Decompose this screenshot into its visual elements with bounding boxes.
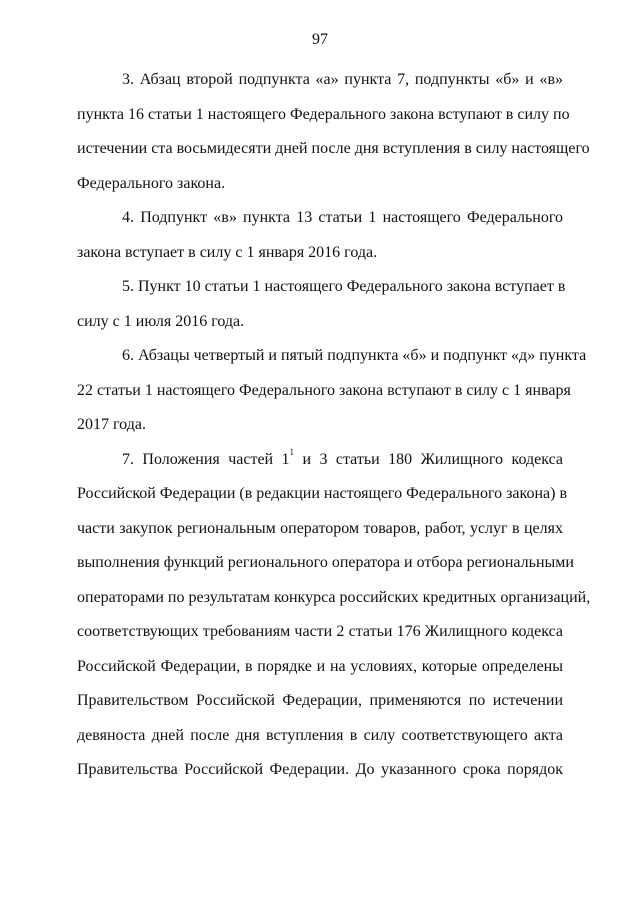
text-line [77,615,563,650]
text-line-content: 4. Подпункт «в» пункта 13 статьи 1 настоящего Федерального [122,209,563,226]
text-segment: и 3 статьи 180 Жилищного кодекса [294,450,563,468]
text-line-content: Правительства Российской Федерации. До указанного срока порядок [77,761,563,778]
text-line-content: Российской Федерации (в редакции настоящего Федерального закона) в [77,485,568,502]
text-line [77,650,563,685]
text-line [77,753,563,788]
text-line [77,132,590,167]
text-line-content: истечении ста восьмидесяти дней после дня вступления в силу настоящего [77,140,590,157]
text-line [77,270,566,305]
text-line-content: Российской Федерации, в порядке и на условиях, которые определены [77,657,563,675]
paragraph [77,443,591,788]
text-line [77,408,563,443]
text-line [77,684,563,719]
text-line [77,477,568,512]
text-line [77,374,571,409]
text-segment: 7. Положения частей 1 [122,450,290,468]
paragraph [77,339,587,443]
text-line [77,236,563,271]
text-line-content: Федерального закона. [77,174,226,192]
text-line-content: 22 статьи 1 настоящего Федерального закона вступают в силу с 1 января [77,381,571,399]
text-line [77,443,563,478]
text-line-content: пункта 16 статьи 1 настоящего Федерального закона вступают в силу по [77,105,570,123]
text-line [77,201,563,236]
document-body [77,63,591,788]
text-line [77,98,570,133]
text-line-content: части закупок региональным оператором товаров, работ, услуг в целях [77,519,563,537]
paragraph [77,270,566,339]
text-line-content: 5. Пункт 10 статьи 1 настоящего Федерального закона вступает в [122,278,566,295]
text-line-content: 6. Абзацы четвертый и пятый подпункта «б» и подпункт «д» пункта [122,347,587,364]
text-line-content: закона вступает в силу с 1 января 2016 года. [77,243,378,261]
text-line-content: 2017 года. [77,416,146,433]
text-line-content: соответствующих требованиям части 2 статьи 176 Жилищного кодекса [77,623,563,640]
paragraph [77,63,590,201]
text-line [77,512,563,547]
text-line [77,167,563,202]
text-line-content: выполнения функций регионального оператора и отбора региональными [77,554,574,571]
text-line [77,305,563,340]
text-line [77,63,563,98]
superscript: 1 [289,447,295,458]
text-line-content: силу с 1 июля 2016 года. [77,312,245,330]
text-line [77,339,587,374]
paragraph [77,201,563,270]
text-line [77,719,563,754]
page-number: 97 [312,31,328,48]
text-line-content: операторами по результатам конкурса российских кредитных организаций, [77,588,591,606]
text-line-content: Правительством Российской Федерации, применяются по истечении [77,692,563,709]
text-line [77,546,574,581]
text-line-content: девяноста дней после дня вступления в силу соответствующего акта [77,726,563,744]
text-line [77,581,591,616]
text-line-content: 3. Абзац второй подпункта «а» пункта 7, подпункты «б» и «в» [122,71,563,88]
